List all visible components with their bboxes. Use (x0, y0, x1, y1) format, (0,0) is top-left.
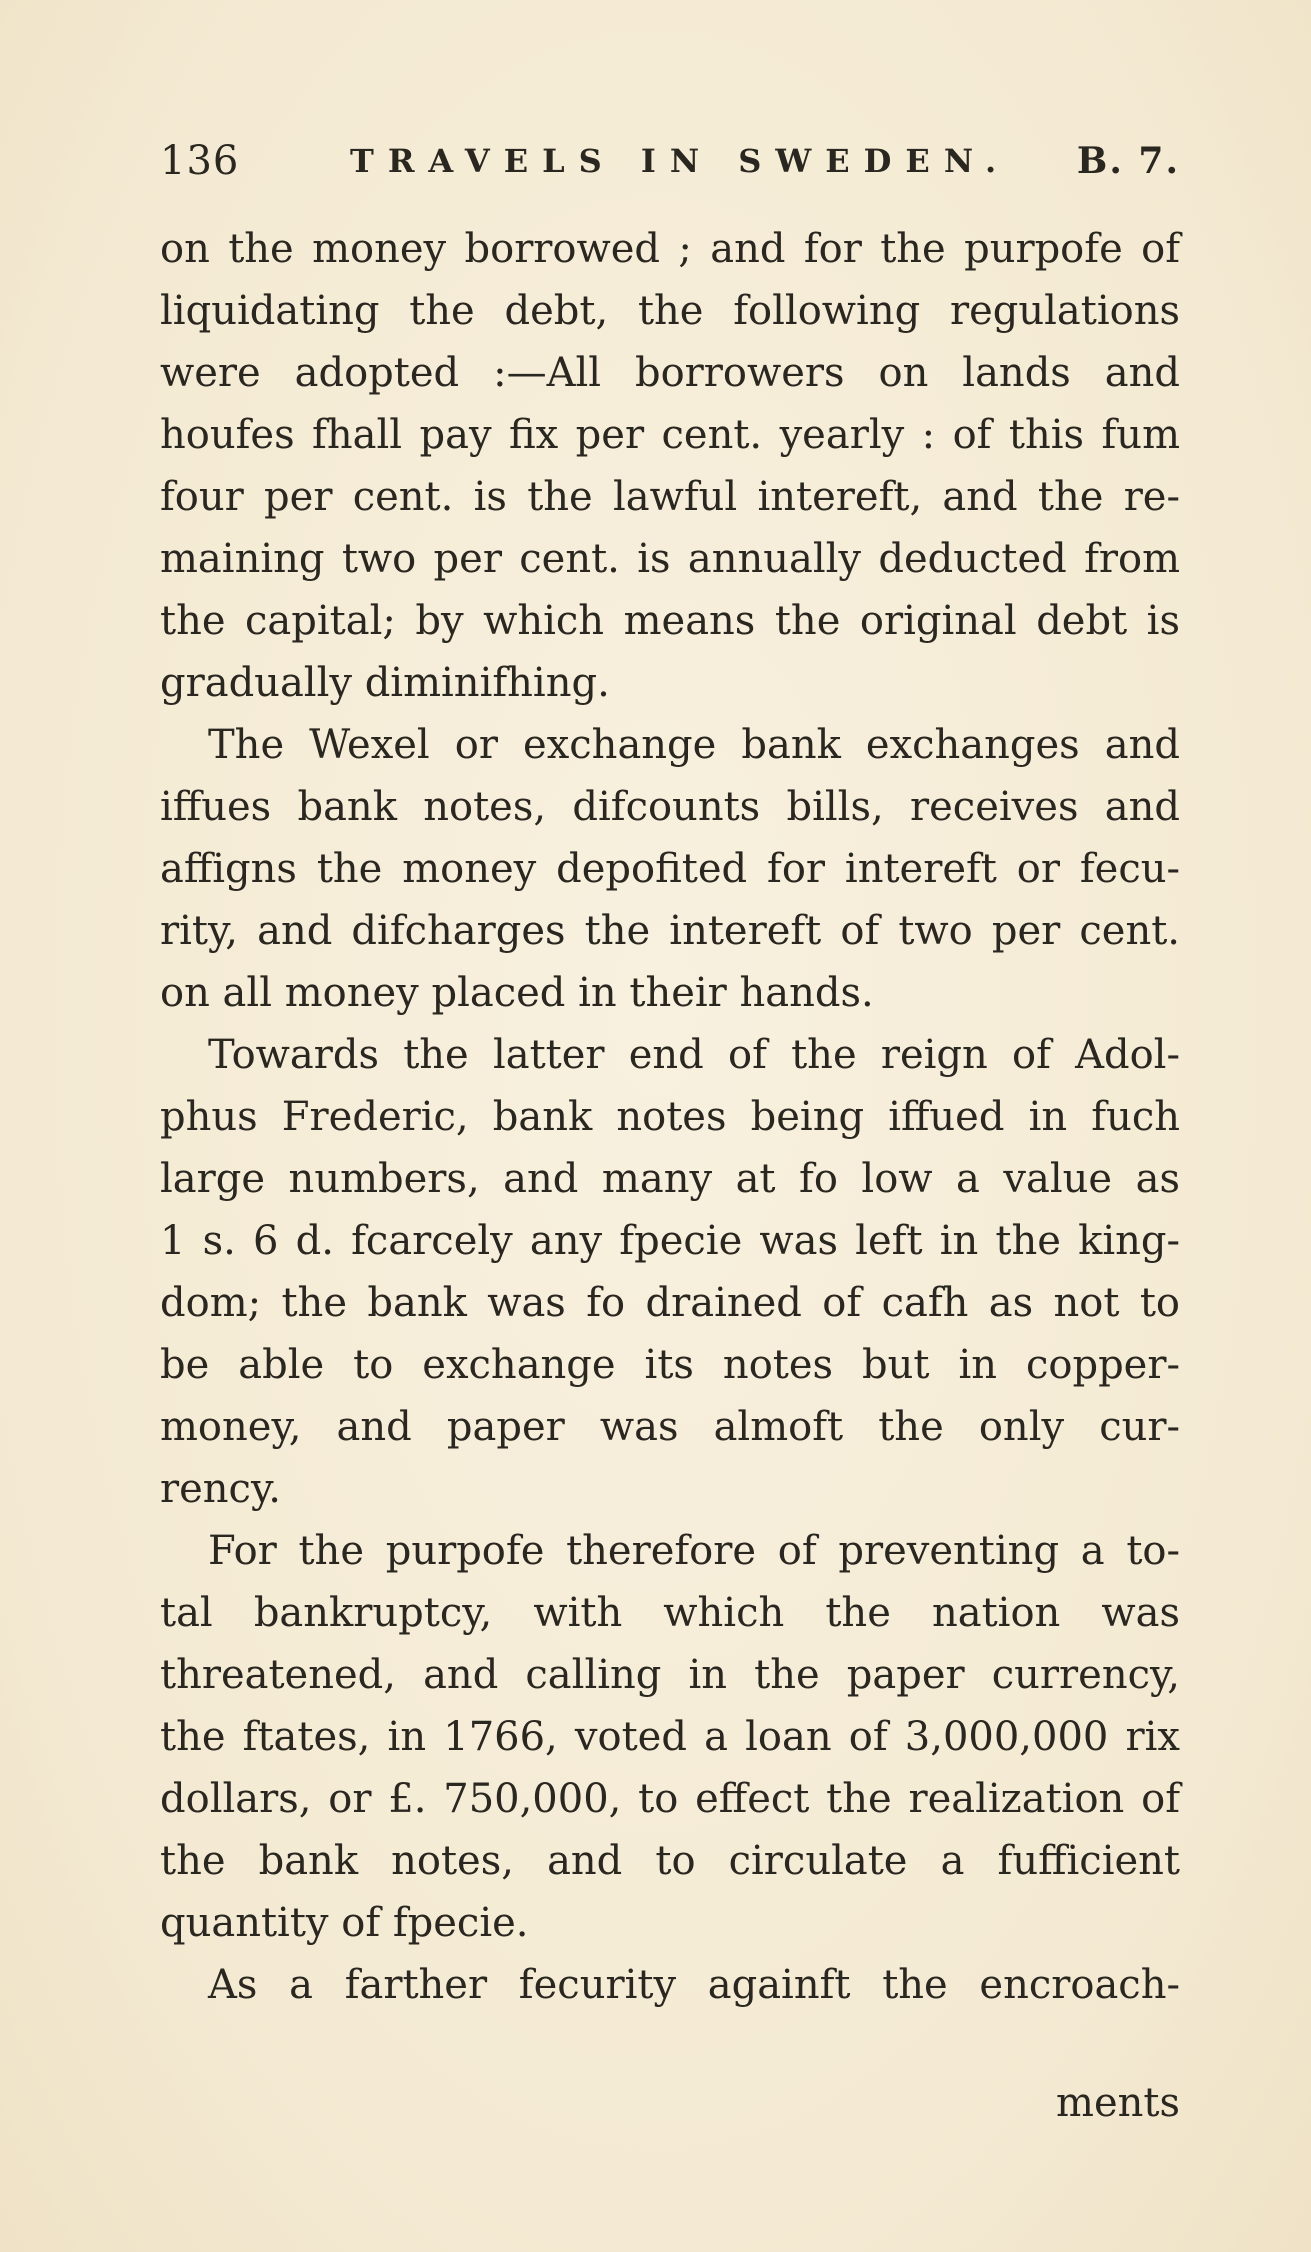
paragraph-start: Towards the latter end of the reign of Adol- (208, 1032, 1180, 1078)
text-line: quantity of fpecie. (160, 1900, 529, 1946)
text-line: rity, and difcharges the intereft of two per cent. (160, 908, 1180, 954)
text-line: iffues bank notes, difcounts bills, receives and (160, 784, 1180, 830)
text-line: 1 s. 6 d. fcarcely any fpecie was left in the king- (160, 1218, 1180, 1264)
text-line: rency. (160, 1466, 281, 1512)
text-line: phus Frederic, bank notes being iffued in fuch (160, 1094, 1180, 1140)
text-line: on all money placed in their hands. (160, 970, 874, 1016)
text-line: the ftates, in 1766, voted a loan of 3,000,000 rix (160, 1714, 1180, 1760)
text-line: houfes fhall pay fix per cent. yearly : of this fum (160, 412, 1180, 458)
text-line: be able to exchange its notes but in copper- (160, 1342, 1180, 1388)
text-line: on the money borrowed ; and for the purpofe of (160, 226, 1180, 272)
text-line: affigns the money depofited for intereft or fecu- (160, 846, 1180, 892)
paragraph-start: As a farther fecurity againft the encroach- (208, 1962, 1180, 2008)
text-line: tal bankruptcy, with which the nation was (160, 1590, 1180, 1636)
text-line: threatened, and calling in the paper currency, (160, 1652, 1180, 1698)
paragraph-start: The Wexel or exchange bank exchanges and (208, 722, 1180, 768)
text-line: gradually diminifhing. (160, 660, 610, 706)
text-line: liquidating the debt, the following regulations (160, 288, 1180, 334)
running-title: TRAVELS IN SWEDEN. (350, 142, 1011, 180)
book-number: B. 7. (1076, 140, 1180, 182)
paragraph-start: For the purpofe therefore of preventing a to- (208, 1528, 1180, 1574)
catchword: ments (1056, 2080, 1180, 2126)
running-header (160, 138, 1180, 188)
text-line: four per cent. is the lawful intereft, and the re- (160, 474, 1180, 520)
text-line: the capital; by which means the original debt is (160, 598, 1180, 644)
body-text (160, 218, 1180, 2016)
text-line: were adopted :—All borrowers on lands and (160, 350, 1180, 396)
text-line: large numbers, and many at fo low a value as (160, 1156, 1180, 1202)
text-line: dollars, or £. 750,000, to effect the realization of (160, 1776, 1180, 1822)
page-number: 136 (160, 138, 240, 184)
text-line: the bank notes, and to circulate a fufficient (160, 1838, 1180, 1884)
text-line: dom; the bank was fo drained of cafh as not to (160, 1280, 1180, 1326)
text-line: maining two per cent. is annually deducted from (160, 536, 1180, 582)
text-line: money, and paper was almoft the only cur- (160, 1404, 1180, 1450)
